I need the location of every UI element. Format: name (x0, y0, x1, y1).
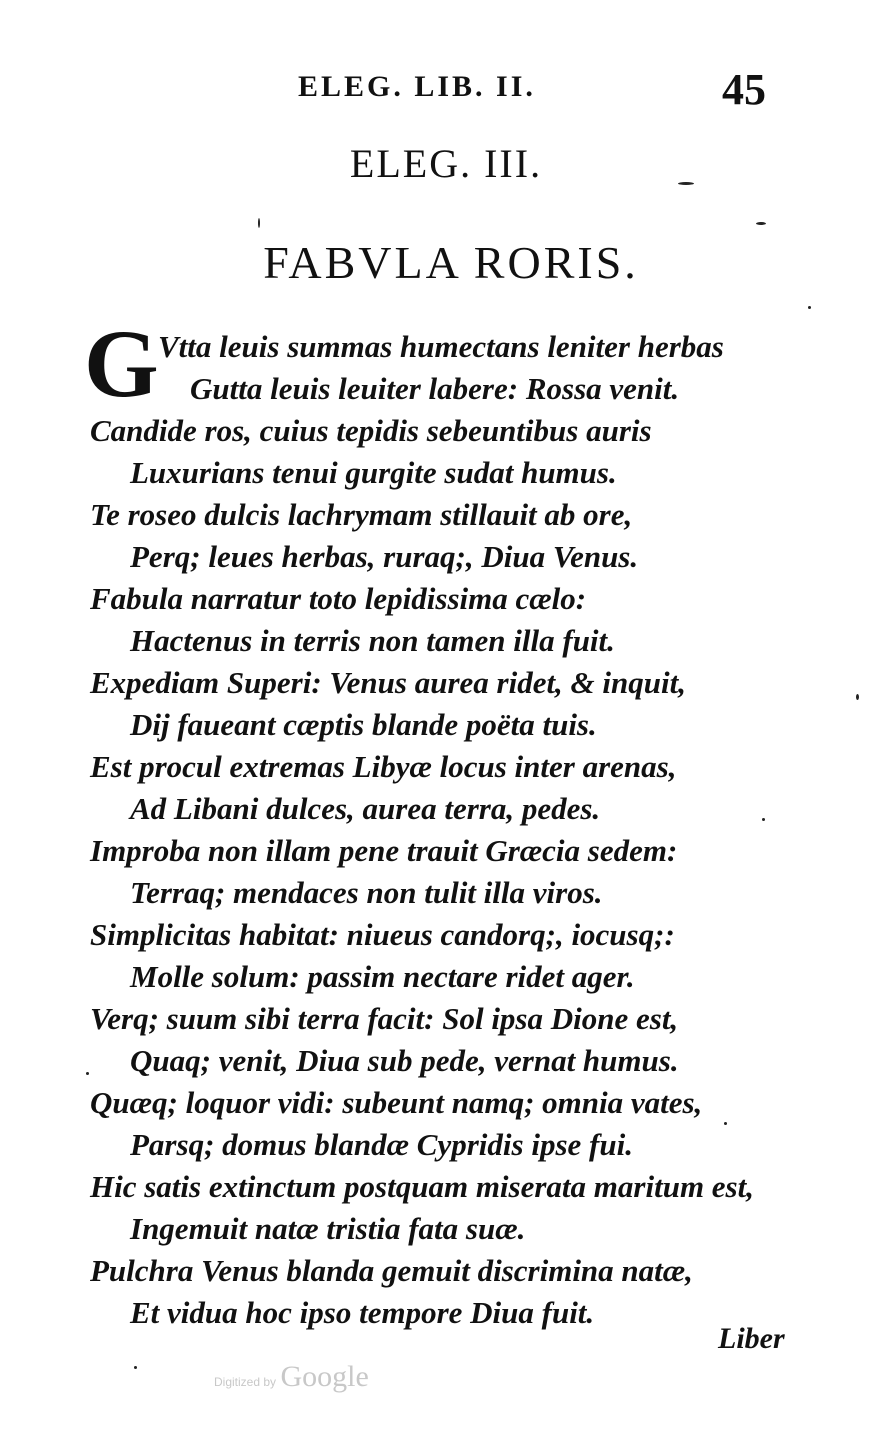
verse-line: Perq; leues herbas, ruraq;, Diua Venus. (130, 539, 639, 574)
verse-line: Parsq; domus blandæ Cypridis ipse fui. (130, 1127, 633, 1162)
poem-title: FABVLA RORIS. (263, 237, 639, 288)
watermark-prefix: Digitized by (214, 1375, 277, 1389)
verse-line: Hactenus in terris non tamen illa fuit. (130, 623, 615, 658)
print-speck (724, 1122, 727, 1125)
verse-line: Et vidua hoc ipso tempore Diua fuit. (130, 1295, 595, 1330)
print-speck (134, 1366, 137, 1369)
verse-line: Hic satis extinctum postquam miserata maritum est, (90, 1169, 754, 1204)
print-speck (756, 222, 766, 225)
print-speck (808, 306, 811, 309)
verse-line: Candide ros, cuius tepidis sebeuntibus auris (90, 413, 652, 448)
verse-line: Gutta leuis leuiter labere: Rossa venit. (190, 371, 680, 406)
print-speck (856, 694, 859, 700)
drop-cap-initial: G (84, 310, 159, 417)
verse-line: Fabula narratur toto lepidissima cælo: (90, 581, 587, 616)
watermark-logo-text: Google (280, 1360, 369, 1393)
verse-line: Luxurians tenui gurgite sudat humus. (130, 455, 617, 490)
verse-line: Te roseo dulcis lachrymam stillauit ab ore, (90, 497, 633, 532)
verse-line: Expediam Superi: Venus aurea ridet, & inquit, (90, 665, 686, 700)
verse-line: Quæq; loquor vidi: subeunt namq; omnia vates, (90, 1085, 703, 1120)
digitization-watermark (214, 1360, 369, 1394)
verse-line: Terraq; mendaces non tulit illa viros. (130, 875, 603, 910)
print-speck (86, 1072, 89, 1075)
verse-line: Improba non illam pene trauit Græcia sedem: (90, 833, 678, 868)
verse-line: Ingemuit natæ tristia fata suæ. (130, 1211, 526, 1246)
print-speck (678, 182, 694, 185)
verse-line: Vtta leuis summas humectans leniter herbas (158, 329, 724, 364)
verse-line: Est procul extremas Libyæ locus inter arenas, (90, 749, 677, 784)
verse-line: Quaq; venit, Diua sub pede, vernat humus. (130, 1043, 679, 1078)
elegy-heading: ELEG. III. (349, 141, 543, 186)
verse-line: Simplicitas habitat: niueus candorq;, iocusq;: (90, 917, 675, 952)
verse-line: Dij faueant cæptis blande poëta tuis. (130, 707, 597, 742)
verse-line: Verq; suum sibi terra facit: Sol ipsa Dione est, (90, 1001, 679, 1036)
verse-line: Molle solum: passim nectare ridet ager. (130, 959, 635, 994)
running-head: ELEG. LIB. II. (298, 70, 536, 103)
catchword: Liber (718, 1322, 785, 1355)
print-speck (258, 218, 260, 228)
verse-line: Pulchra Venus blanda gemuit discrimina natæ, (90, 1253, 693, 1288)
verse-line: Ad Libani dulces, aurea terra, pedes. (130, 791, 601, 826)
print-speck (762, 818, 765, 821)
page-number: 45 (722, 65, 766, 114)
